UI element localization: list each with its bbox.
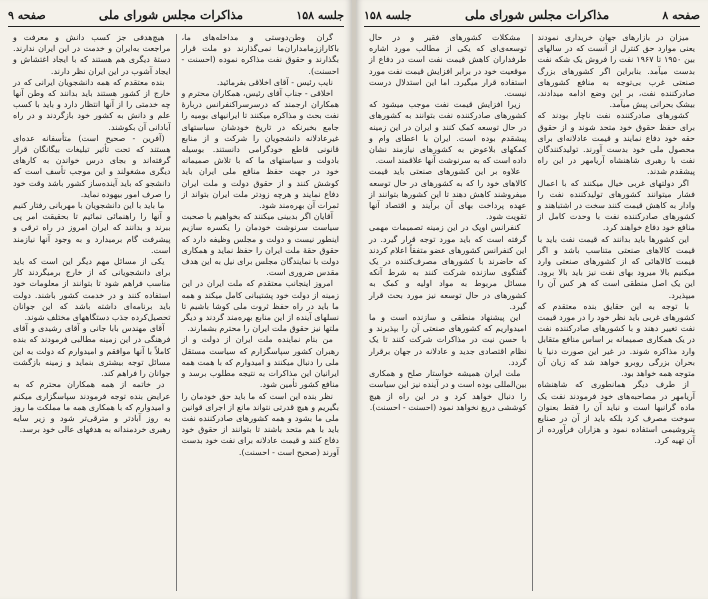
text-columns bbox=[8, 32, 344, 593]
paragraph: یکی از مسائل مهم دیگر این است که باید برای دانشجویانی که از خارج برمیگردند کار مناسب فراهم شود تا بتوانند از معلومات خود استفاده کنند و در خدمت کشور باشند. دولت باید برنامه‌ای داشته باشد که این جوانان تحصیل‌کرده جذب دستگاههای مختلف شوند. bbox=[13, 256, 171, 323]
paragraph: بنده معتقدم که همه دانشجویان ایرانی که در خارج از کشور هستند باید بدانند که وطن آنها چه خدمتی را از آنها انتظار دارد و باید با کسب علم و دانش به کشور خود بازگردند و در راه آبادانی آن بکوشند. bbox=[13, 76, 171, 132]
page-number: صفحه ۸ bbox=[662, 8, 700, 22]
header-rule bbox=[364, 26, 700, 27]
session-label: جلسه ۱۵۸ bbox=[364, 8, 412, 22]
page-number: صفحه ۹ bbox=[8, 8, 46, 22]
paragraph: (آفرین - صحیح است) متأسفانه عده‌ای هستند که تحت تأثیر تبلیغات بیگانگان قرار گرفته‌اند و بجای درس خواندن به کارهای دیگری مشغولند و این موجب تأسف است که دانشجو که باید آینده‌ساز کشور باشد وقت خود را صرف امور بیهوده نماید. bbox=[13, 132, 171, 199]
paragraph: میزان در بازارهای جهان خریداری نمودند یعنی موارد حق کنترل از آنست که در سالهای بین ۱۹۵۰ تا ۱۹۶۷ نفت را فروش یک شکه نفت بدست میآمد. بنابراین اگر کشورهای بزرگ صنعتی غرب بی‌توجه به منافع کشورهای صادرکننده نفت، بر این وضع ادامه میدادند، بیشک بحرانی پیش میآمد. bbox=[537, 32, 695, 110]
page-left bbox=[0, 0, 352, 599]
paragraph: نظر بنده این است که ما باید حق خودمان را بگیریم و هیچ قدرتی نتواند مانع از اجرای قوانین ملی ما بشود و همه کشورهای صادرکننده نفت باید با هم متحد باشند تا بتوانند از حقوق خود دفاع کنند و قیمت عادلانه برای نفت خود بدست آورند (صحیح است - احسنت). bbox=[181, 390, 339, 457]
page-right bbox=[356, 0, 708, 599]
header-rule bbox=[8, 26, 344, 27]
paragraph: من بنام نماینده ملت ایران از دولت و از رهبران کشور سپاسگزارم که سیاست مستقل ملی را دنبال میکنند و امیدوارم که با همت همه ایرانیان این مذاکرات به نتیجه مطلوب برسد و منافع کشور تأمین شود. bbox=[181, 334, 339, 390]
paragraph: کشورهای صادرکننده نفت ناچار بودند که برای حفظ حقوق خود متحد شوند و از حقوق حقه خود دفاع نمایند و قیمت عادلانه‌ای برای محصول ملی خود بدست آورند. تولیدکنندگان نفت با رهبری شاهنشاه آریامهر در این راه پیشقدم شدند. bbox=[537, 110, 695, 177]
paragraph: گران وطن‌دوستی و مداخله‌های ما، باکاراززمامداران‌ما ‌نمی‌گذارند دو ملت قرار بگذارند و حقوق نفت مذاکره نموده (احسنت - احسنت). bbox=[181, 32, 339, 76]
paragraph: این پیشنهاد منطقی و سازنده است و ما امیدواریم که کشورهای صنعتی آن را بپذیرند و با حسن نیت در مذاکرات شرکت کنند تا یک نظام اقتصادی جدید و عادلانه در جهان برقرار گردد. bbox=[369, 312, 527, 367]
paragraph: با توجه به این حقایق بنده معتقدم که کشورهای غربی باید نظر خود را در مورد قیمت نفت تغییر دهند و با کشورهای صادرکننده نفت در یک همکاری صمیمانه بر اساس منافع متقابل وارد مذاکره شوند. در غیر این صورت دنیا با بحران بزرگی روبرو خواهد شد که زیان آن متوجه همه خواهد بود. bbox=[537, 300, 695, 379]
journal-title: مذاکرات مجلس شورای ملی bbox=[98, 8, 244, 22]
paragraph: ملت ایران همیشه خواستار صلح و همکاری بین‌المللی بوده است و در آینده نیز این سیاست را دنبال خواهد کرد و در این راه از هیچ کوششی دریغ نخواهد نمود (احسنت - احسنت). bbox=[369, 368, 527, 412]
paragraph: آقایان اگر بدبینی میکنند که بخواهیم با صحبت سیاست سرنوشت خودمان را یکسره سازیم اینطور نیست و دولت و مجلس وظیفه دارد که حقوق حقهٔ ملت ایران را حفظ نماید و همکاری دولت با نمایندگان مجلس برای نیل به این هدف مقدس ضروری است. bbox=[181, 211, 339, 278]
paragraph: در خاتمه از همه همکاران محترم که به عرایض بنده توجه فرمودند سپاسگزاری میکنم و امیدوارم که با همکاری همه ما مملکت ما روز به روز آبادتر و مترقی‌تر شود و زیر سایه رهبری خردمندانه به هدفهای عالی خود برسد. bbox=[13, 379, 171, 435]
column-divider bbox=[176, 34, 177, 591]
paragraph: علاوه بر این کشورهای صنعتی باید قیمت کالاهای خود را که به کشورهای در حال توسعه میفروشند کاهش دهند تا این کشورها بتوانند از عهده پرداخت بهای آن برآیند و اقتصاد آنها تقویت شود. bbox=[369, 166, 527, 222]
paragraph: زیرا افزایش قیمت نفت موجب میشود که کشورهای صادرکننده نفت بتوانند به کشورهای در حال توسعه کمک کنند و ایران در این زمینه پیشقدم بوده است. ایران با اعطای وام و کمکهای بلاعوض به کشورهای نیازمند نشان داده است که به سرنوشت آنها علاقمند است. bbox=[369, 99, 527, 166]
paragraph: ما باید با این دانشجویان با مهربانی رفتار کنیم و آنها را راهنمائی نمائیم تا بحقیقت امر پی ببرند و بدانند که ایران امروز در راه ترقی و پیشرفت گام برمیدارد و به وجود آنها نیازمند است. bbox=[13, 200, 171, 255]
paragraph: کنفرانس اوپک در این زمینه تصمیمات مهمی گرفته است که باید مورد توجه قرار گیرد. در این کنفرانس کشورهای عضو متفقاً اعلام کردند که حاضرند با کشورهای مصرف‌کننده در یک گفتگوی سازنده شرکت کنند به شرط آنکه مسائل مربوط به مواد اولیه و کمک به کشورهای در حال توسعه نیز مورد بحث قرار گیرد. bbox=[369, 222, 527, 311]
paragraph: امروز اینجانب معتقدم که ملت ایران در این زمینه از دولت خود پشتیبانی کامل میکند و همه ما باید در راه حفظ ثروت ملی کوشا باشیم تا نسلهای آینده از این منابع بهره‌مند گردند و دیگر ملتها نیز حقوق ملت ایران را محترم بشمارند. bbox=[181, 278, 339, 334]
paragraph: این کشورها باید بدانند که قیمت نفت باید با قیمت کالاهای صنعتی متناسب باشد و اگر قیمت کالاهائی که از کشورهای صنعتی وارد میکنیم بالا میرود بهای نفت نیز باید بالا برود. این یک اصل منطقی است که هر کس آن را میپذیرد. bbox=[537, 233, 695, 300]
journal-title: مذاکرات مجلس شورای ملی bbox=[464, 8, 610, 22]
column-divider bbox=[532, 34, 533, 591]
paragraph: نایب رئیس - آقای اخلاقی بفرمائید. bbox=[216, 76, 333, 87]
paragraph: اخلاقی - جناب آقای رئیس، همکاران محترم و همکاران ارجمند که درسرسراکنفرانس دربارهٔ نفت بحث و مذاکره میکنند تا ایرانیهای بومیه را جامع بخبرنکه در تاریخ خودشان سیاستهای غیرعادلانه دانشجویان را شرکت و از منابع قانونی قاطع خودگرامی دانستند. بوسیله بادولت و سیاستهای ما که با تلاش صمیمانه خود در جهت حفظ منافع ملی ایران باید کوشش کنند و از حقوق دولت و ملت ایران دفاع نمایند و هرچه زودتر ملت ایران بتواند از ثمرات آن بهره‌مند شود. bbox=[181, 88, 339, 211]
column-right bbox=[177, 32, 345, 593]
page-header-right bbox=[364, 4, 700, 26]
session-label: جلسه ۱۵۸ bbox=[296, 8, 344, 22]
text-columns bbox=[364, 32, 700, 593]
paragraph: مشکلات کشورهای فقیر و در حال توسعه‌ی‌ای که یکی از مطالب مورد اشاره طرفداران کاهش قیمت نفت است در دفاع از موقعیت خود در برابر افزایش قیمت نفت مورد استفاده قرار میگیرد. اما این استدلال درست نیست. bbox=[369, 32, 527, 99]
paragraph: اگر دولتهای غربی خیال میکنند که با اعمال فشار میتوانند کشورهای تولیدکننده نفت را وادار به کاهش قیمت کنند سخت در اشتباهند و کشورهای صادرکننده نفت با وحدت کامل از منافع خود دفاع خواهند کرد. bbox=[537, 177, 695, 233]
page-header-left bbox=[8, 4, 344, 26]
paragraph: هیچ‌هدفی جز کسب دانش و معرفت و مراجعت به‌ایران و خدمت در این ایران ندارند. دستهٔ دیگری هم هستند که با ایجاد اغتشاش و ایجاد آشوب در این ایران نظر دارند. bbox=[13, 32, 171, 76]
paragraph: آقای مهندس بابا جانی و آقای رشیدی و آقای فرهنگی در این زمینه مطالبی فرمودند که بنده کاملاً با آنها موافقم و امیدوارم که دولت به این مسائل توجه بیشتری بنماید و زمینه بازگشت جوانان را فراهم کند. bbox=[13, 323, 171, 379]
column-right bbox=[533, 32, 701, 593]
column-left bbox=[8, 32, 176, 593]
column-left bbox=[364, 32, 532, 593]
paragraph: از طرف دیگر همانطوری که شاهنشاه آریامهر در مصاحبه‌های خود فرمودند نفت یک ماده گرانبها است و نباید آن را فقط بعنوان سوخت مصرف کرد بلکه باید از آن در صنایع پتروشیمی استفاده نمود و هزاران فرآورده از آن تهیه کرد. bbox=[537, 379, 695, 446]
